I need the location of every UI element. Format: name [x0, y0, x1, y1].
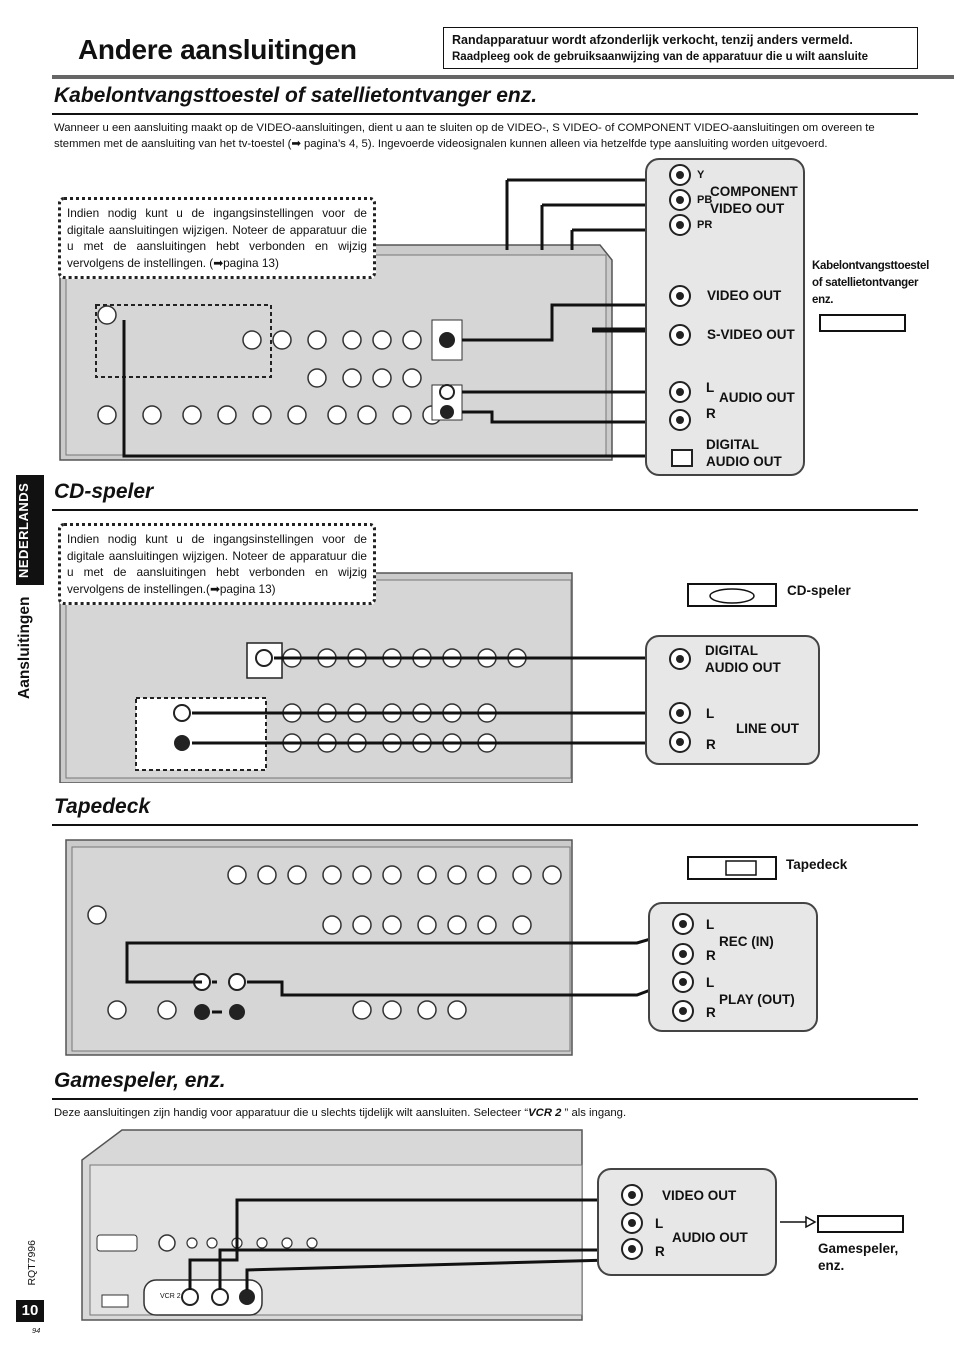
section3-rule	[52, 824, 918, 826]
tapedeck-icon	[686, 853, 781, 883]
section4-intro-a: Deze aansluitingen zijn handig voor apparatuur die u slechts tijdelijk wilt aansluiten. Selecteer “	[54, 1107, 529, 1119]
tape-l2-label: L	[706, 975, 715, 990]
section4-intro-b: ” als ingang.	[561, 1107, 627, 1119]
section2-rule	[52, 509, 918, 511]
receiver-rear-diagram-3	[52, 835, 652, 1060]
cd-r-label: R	[706, 737, 716, 752]
game-l-label: L	[655, 1216, 664, 1231]
notice-line-1: Randapparatuur wordt afzonderlijk verkocht, tenzij anders vermeld.	[452, 33, 853, 47]
title-rule	[52, 75, 954, 79]
section3-title: Tapedeck	[54, 795, 151, 818]
tape-r2-label: R	[706, 1005, 716, 1020]
audio-out-label: AUDIO OUT	[719, 390, 795, 405]
chapter-tab: Aansluitingen	[16, 596, 33, 700]
tape-l1-label: L	[706, 917, 715, 932]
section3-device-label: Tapedeck	[786, 857, 848, 872]
pb-label: PB	[697, 194, 713, 206]
notice-line-2: Raadpleeg ook de gebruiksaanwijzing van de apparatuur die u wilt aansluite	[452, 51, 869, 63]
doc-code: RQT7996	[26, 1240, 38, 1286]
game-audio-out-label: AUDIO OUT	[672, 1230, 748, 1245]
vcr2-label: VCR 2	[160, 1293, 181, 1300]
section1-panel-jacks	[645, 158, 705, 476]
game-console-icon	[778, 1212, 908, 1242]
section4-panel-jacks	[597, 1168, 657, 1276]
section1-note: Indien nodig kunt u de ingangsinstellingen voor de digitale aansluitingen wijzigen. Noteer de apparatuur die u met de aansluitingen hebt verbonden en wijzig vervolgens de instellingen. (➡pagina 13)	[58, 197, 376, 279]
play-out-label: PLAY (OUT)	[719, 992, 795, 1007]
tape-r1-label: R	[706, 948, 716, 963]
section1-title: Kabelontvangsttoestel of satellietontvanger enz.	[54, 84, 538, 107]
game-r-label: R	[655, 1244, 665, 1259]
section3-panel-jacks	[648, 902, 708, 1032]
receiver-front-diagram	[52, 1120, 652, 1345]
svideo-out-label: S-VIDEO OUT	[707, 327, 795, 342]
settop-box-icon	[818, 313, 908, 335]
side-tab	[0, 475, 44, 707]
section4-device-label: Gamespeler, enz.	[818, 1241, 899, 1273]
line-out-label: LINE OUT	[736, 721, 799, 736]
section2-device-label: CD-speler	[787, 583, 851, 598]
small-code: 94	[32, 1326, 41, 1335]
pr-label: PR	[697, 219, 713, 231]
page-number: 10	[16, 1300, 44, 1322]
video-out-label: VIDEO OUT	[707, 288, 782, 303]
section4-intro-em: VCR 2	[528, 1107, 562, 1119]
section1-device-label: Kabelontvangsttoestel of satellietontvanger enz.	[812, 260, 930, 306]
section2-panel-jacks	[645, 635, 705, 765]
cd-l-label: L	[706, 706, 715, 721]
page-title: Andere aansluitingen	[78, 34, 357, 65]
section4-title: Gamespeler, enz.	[54, 1069, 226, 1092]
section1-rule	[52, 113, 918, 115]
rec-in-label: REC (IN)	[719, 934, 774, 949]
section1-intro: Wanneer u een aansluiting maakt op de VIDEO-aansluitingen, dient u aan te sluiten op de VIDEO-, S VIDEO- of COMPONENT VIDEO-aansluitingen om overeen te stemmen met de aansluiting van het tv-toestel (➡ pagina’s 4, 5). Ingevoerde videosignalen kunnen alleen via hetzelfde type aansluiting worden uitgevoerd.	[54, 122, 875, 150]
component-video-out-label: COMPONENT VIDEO OUT	[710, 184, 798, 216]
l-label: L	[706, 380, 715, 395]
r-label: R	[706, 406, 716, 421]
digital-audio-out-label: DIGITAL AUDIO OUT	[706, 437, 782, 469]
section2-title: CD-speler	[54, 480, 154, 503]
game-video-out-label: VIDEO OUT	[662, 1188, 737, 1203]
cd-player-icon	[686, 580, 781, 612]
section2-note: Indien nodig kunt u de ingangsinstellingen voor de digitale aansluitingen wijzigen. Noteer de apparatuur die u met de aansluitingen hebt verbonden en wijzig vervolgens de instellingen.(➡pagina 13)	[58, 523, 376, 605]
y-label: Y	[697, 169, 705, 181]
language-tab: NEDERLANDS	[16, 482, 31, 578]
notice-box	[443, 27, 918, 69]
cd-digital-audio-out-label: DIGITAL AUDIO OUT	[705, 643, 781, 675]
section4-rule	[52, 1098, 918, 1100]
